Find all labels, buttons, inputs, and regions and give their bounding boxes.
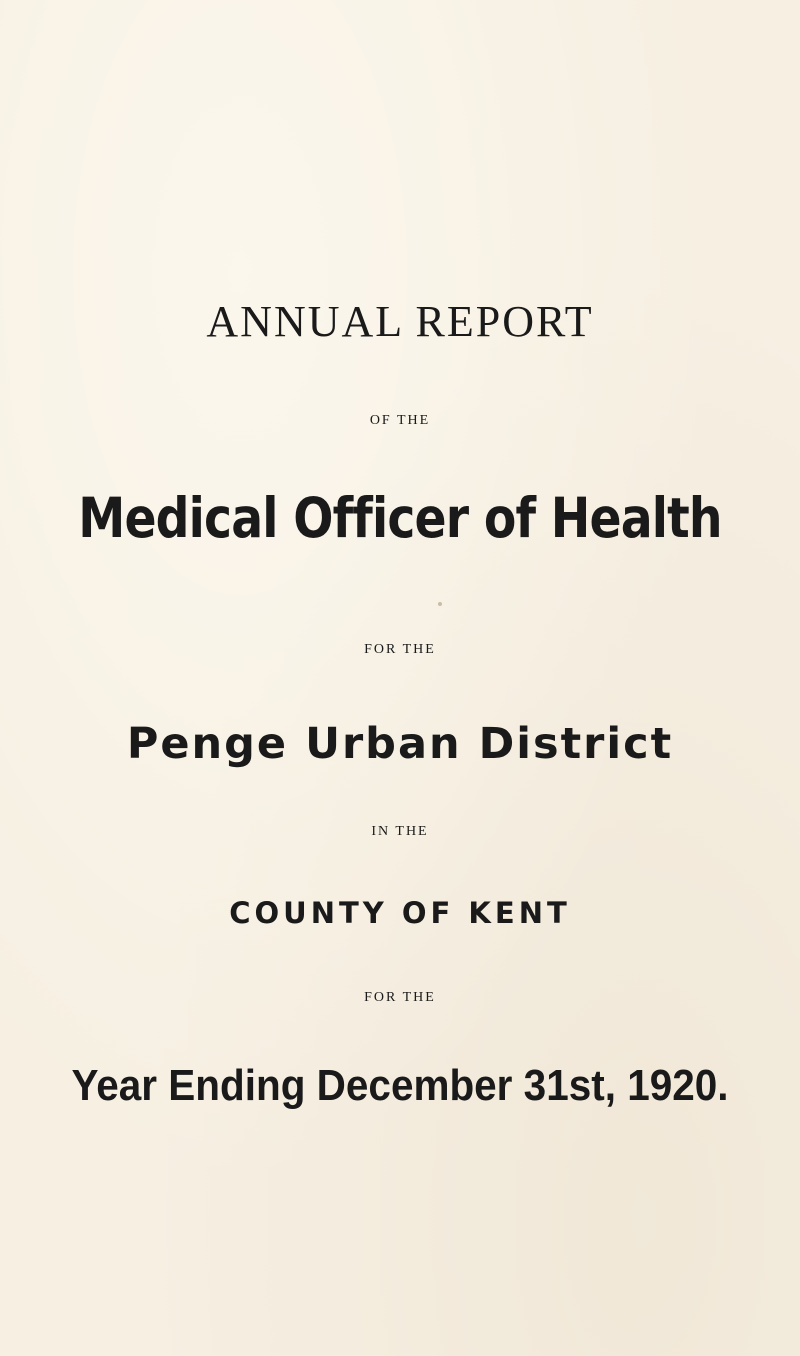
paper-speck <box>438 602 442 606</box>
of-the-label: OF THE <box>369 413 431 428</box>
county-name: COUNTY OF KENT <box>229 896 571 930</box>
for-the-label-2: FOR THE <box>364 990 436 1005</box>
district-name: Penge Urban District <box>126 719 674 769</box>
report-heading: ANNUAL REPORT <box>206 297 594 346</box>
officer-title: Medical Officer of Health <box>78 486 722 550</box>
year-ending-line: Year Ending December 31st, 1920. <box>71 1061 729 1110</box>
in-the-label: IN THE <box>371 824 429 839</box>
for-the-label: FOR THE <box>364 642 436 657</box>
